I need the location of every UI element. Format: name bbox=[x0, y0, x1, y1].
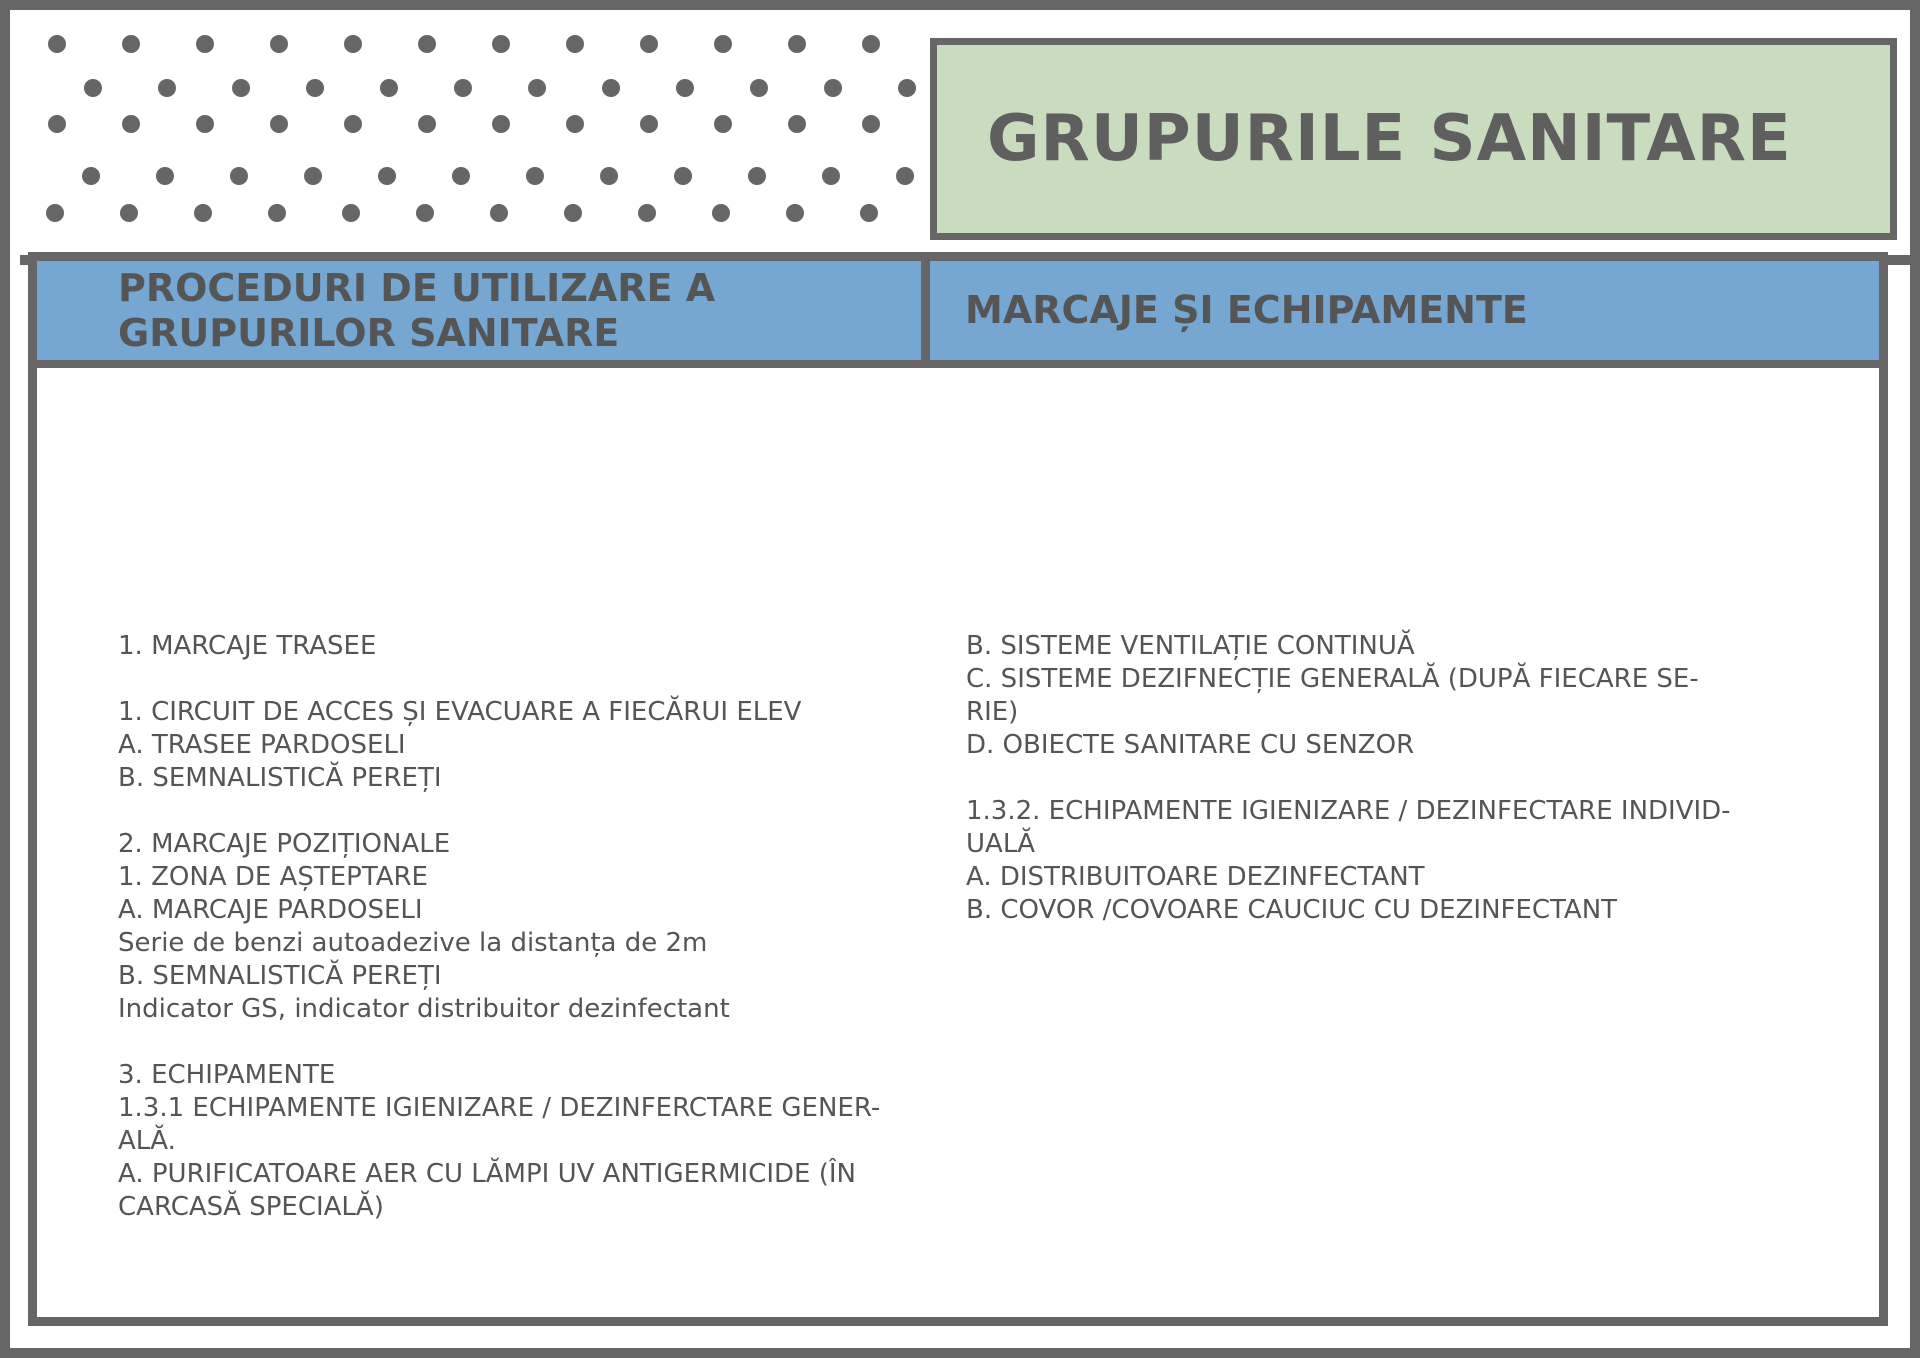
text-line: C. SISTEME DEZIFNECȚIE GENERALĂ (DUPĂ FIECARE SE- bbox=[966, 664, 1699, 694]
dot bbox=[674, 167, 692, 185]
header-left-line2: GRUPURILOR SANITARE bbox=[118, 311, 620, 355]
left-column-text bbox=[118, 630, 918, 1224]
text-line bbox=[118, 795, 918, 828]
dot bbox=[418, 115, 436, 133]
dot bbox=[344, 115, 362, 133]
dot bbox=[640, 35, 658, 53]
dot bbox=[230, 167, 248, 185]
dot bbox=[48, 35, 66, 53]
dot bbox=[528, 79, 546, 97]
text-line: Indicator GS, indicator distribuitor dezinfectant bbox=[118, 994, 730, 1024]
dot bbox=[862, 115, 880, 133]
dot bbox=[862, 35, 880, 53]
text-line: ALĂ. bbox=[118, 1126, 176, 1156]
dot bbox=[344, 35, 362, 53]
text-line: D. OBIECTE SANITARE CU SENZOR bbox=[966, 730, 1415, 760]
dot bbox=[418, 35, 436, 53]
dot bbox=[748, 167, 766, 185]
dot bbox=[712, 204, 730, 222]
text-line: Serie de benzi autoadezive la distanța de 2m bbox=[118, 928, 708, 958]
dot bbox=[158, 79, 176, 97]
dot bbox=[714, 115, 732, 133]
main-panel bbox=[28, 252, 1888, 1326]
text-line: UALĂ bbox=[966, 829, 1036, 859]
text-line: 2. MARCAJE POZIȚIONALE bbox=[118, 829, 451, 859]
dot bbox=[640, 115, 658, 133]
dot bbox=[196, 35, 214, 53]
text-line: A. TRASEE PARDOSELI bbox=[118, 730, 406, 760]
dot bbox=[196, 115, 214, 133]
right-column-text bbox=[966, 630, 1846, 927]
dot bbox=[156, 167, 174, 185]
text-line: B. SEMNALISTICĂ PEREȚI bbox=[118, 763, 442, 793]
dot bbox=[566, 115, 584, 133]
dot bbox=[860, 204, 878, 222]
header-left-line1: PROCEDURI DE UTILIZARE A bbox=[118, 266, 716, 310]
dot bbox=[194, 204, 212, 222]
text-line: 1. MARCAJE TRASEE bbox=[118, 631, 377, 661]
page-title: GRUPURILE SANITARE bbox=[987, 102, 1792, 176]
dot bbox=[416, 204, 434, 222]
dot bbox=[602, 79, 620, 97]
header-divider bbox=[921, 261, 930, 360]
text-line: CARCASĂ SPECIALĂ) bbox=[118, 1192, 384, 1222]
dot bbox=[750, 79, 768, 97]
dot bbox=[270, 35, 288, 53]
dot bbox=[454, 79, 472, 97]
dot bbox=[492, 35, 510, 53]
text-line: A. DISTRIBUITOARE DEZINFECTANT bbox=[966, 862, 1425, 892]
header-row bbox=[37, 261, 1879, 368]
dot bbox=[896, 167, 914, 185]
dot bbox=[452, 167, 470, 185]
dot bbox=[342, 204, 360, 222]
header-right: MARCAJE ȘI ECHIPAMENTE bbox=[965, 288, 1528, 332]
dot bbox=[638, 204, 656, 222]
dot-pattern bbox=[20, 20, 920, 255]
dot bbox=[898, 79, 916, 97]
text-line: B. SEMNALISTICĂ PEREȚI bbox=[118, 961, 442, 991]
dot bbox=[492, 115, 510, 133]
dot bbox=[788, 115, 806, 133]
dot bbox=[232, 79, 250, 97]
dot bbox=[822, 167, 840, 185]
dot bbox=[786, 204, 804, 222]
text-line: A. MARCAJE PARDOSELI bbox=[118, 895, 423, 925]
text-line: 1.3.2. ECHIPAMENTE IGIENIZARE / DEZINFECTARE INDIVID- bbox=[966, 796, 1731, 826]
dot bbox=[306, 79, 324, 97]
text-line: RIE) bbox=[966, 697, 1019, 727]
dot bbox=[676, 79, 694, 97]
dot bbox=[566, 35, 584, 53]
dot bbox=[268, 204, 286, 222]
text-line: B. COVOR /COVOARE CAUCIUC CU DEZINFECTANT bbox=[966, 895, 1618, 925]
dot bbox=[270, 115, 288, 133]
dot bbox=[82, 167, 100, 185]
text-line: 3. ECHIPAMENTE bbox=[118, 1060, 336, 1090]
dot bbox=[120, 204, 138, 222]
dot bbox=[714, 35, 732, 53]
text-line bbox=[118, 663, 918, 696]
dot bbox=[304, 167, 322, 185]
dot bbox=[824, 79, 842, 97]
text-line: 1. ZONA DE AȘTEPTARE bbox=[118, 862, 428, 892]
text-line bbox=[966, 762, 1846, 795]
dot bbox=[526, 167, 544, 185]
dot bbox=[380, 79, 398, 97]
dot bbox=[122, 35, 140, 53]
text-line bbox=[118, 1026, 918, 1059]
dot bbox=[84, 79, 102, 97]
dot bbox=[122, 115, 140, 133]
header-left bbox=[118, 266, 908, 356]
title-box bbox=[930, 38, 1897, 240]
dot bbox=[46, 204, 64, 222]
text-line: 1. CIRCUIT DE ACCES ȘI EVACUARE A FIECĂRUI ELEV bbox=[118, 697, 802, 727]
text-line: A. PURIFICATOARE AER CU LĂMPI UV ANTIGERMICIDE (ÎN bbox=[118, 1159, 856, 1189]
dot bbox=[48, 115, 66, 133]
text-line: 1.3.1 ECHIPAMENTE IGIENIZARE / DEZINFERCTARE GENER- bbox=[118, 1093, 881, 1123]
dot bbox=[564, 204, 582, 222]
dot bbox=[600, 167, 618, 185]
dot bbox=[490, 204, 508, 222]
dot bbox=[378, 167, 396, 185]
dot bbox=[788, 35, 806, 53]
text-line: B. SISTEME VENTILAȚIE CONTINUĂ bbox=[966, 631, 1415, 661]
